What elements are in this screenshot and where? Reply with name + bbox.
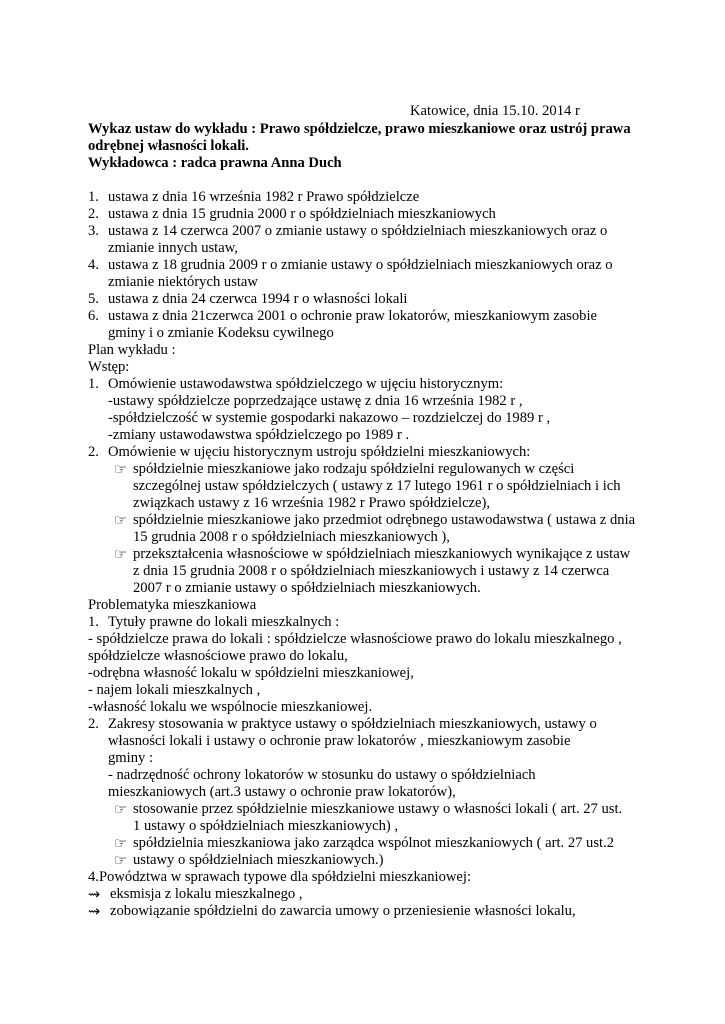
problems-p2-bullet1-line2: 1 ustawy o spółdzielniach mieszkaniowych) ,: [133, 818, 399, 834]
law-item-4-line1: ustawa z 18 grudnia 2009 r o zmianie ustawy o spółdzielniach mieszkaniowych oraz o: [108, 257, 613, 273]
problems-p1-line4: - najem lokali mieszkalnych ,: [88, 682, 261, 698]
plan-bullet3-line3: 2007 r o zmianie ustawy o spółdzielniach mieszkaniowych.: [133, 580, 481, 596]
problems-p1-title: Tytuły prawne do lokali mieszkalnych :: [108, 614, 340, 630]
plan-item1-num: 1.: [88, 376, 99, 392]
problems-p2-line5: mieszkaniowych (art.3 ustawy o ochronie praw lokatorów),: [108, 784, 456, 800]
hand-pointer-icon: ☞: [114, 835, 128, 852]
problems-p1-line2: spółdzielcze własnościowe prawo do lokalu,: [88, 648, 348, 664]
problems-p1-num: 1.: [88, 614, 99, 630]
problems-p2-num: 2.: [88, 716, 99, 732]
hand-pointer-icon: ☞: [114, 512, 128, 529]
law-num-1: 1.: [88, 189, 99, 205]
plan-item1-line1: -ustawy spółdzielcze poprzedzające ustawę z dnia 16 września 1982 r ,: [108, 393, 523, 409]
problems-p2-line3: gminy :: [108, 750, 153, 766]
problems-p1-line1: - spółdzielcze prawa do lokali : spółdzielcze własnościowe prawo do lokalu mieszkalnego ,: [88, 631, 622, 647]
problems-heading: Problematyka mieszkaniowa: [88, 597, 257, 613]
law-num-5: 5.: [88, 291, 99, 307]
law-item-2: ustawa z dnia 15 grudnia 2000 r o spółdzielniach mieszkaniowych: [108, 206, 496, 222]
hand-pointer-icon: ☞: [114, 546, 128, 563]
plan-item1-line2: -spółdzielczość w systemie gospodarki nakazowo – rozdzielczej do 1989 r ,: [108, 410, 551, 426]
hand-pointer-icon: ☞: [114, 852, 128, 869]
law-item-5: ustawa z dnia 24 czerwca 1994 r o własności lokali: [108, 291, 408, 307]
law-item-3-line2: zmianie innych ustaw,: [108, 240, 238, 256]
problems-p2-line1: Zakresy stosowania w praktyce ustawy o spółdzielniach mieszkaniowych, ustawy o: [108, 716, 597, 732]
arrow-bullet-icon: ⇝: [88, 903, 101, 920]
law-num-4: 4.: [88, 257, 99, 273]
problems-p1-line5: -własność lokalu we wspólnocie mieszkaniowej.: [88, 699, 373, 715]
problems-p2-bullet1-line1: stosowanie przez spółdzielnie mieszkaniowe ustawy o własności lokali ( art. 27 ust.: [133, 801, 623, 817]
plan-item2-num: 2.: [88, 444, 99, 460]
plan-bullet2-line1: spółdzielnie mieszkaniowe jako przedmiot odrębnego ustawodawstwa ( ustawa z dnia: [133, 512, 636, 528]
plan-bullet2-line2: 15 grudnia 2008 r o spółdzielniach mieszkaniowych ),: [133, 529, 450, 545]
plan-item1-title: Omówienie ustawodawstwa spółdzielczego w ujęciu historycznym:: [108, 376, 504, 392]
law-num-2: 2.: [88, 206, 99, 222]
hand-pointer-icon: ☞: [114, 801, 128, 818]
plan-bullet1-line1: spółdzielnie mieszkaniowe jako rodzaju spółdzielni regulowanych w części: [133, 461, 575, 477]
problems-p4-bullet1: eksmisja z lokalu mieszkalnego ,: [110, 886, 303, 902]
problems-p2-bullet2-line1: spółdzielnia mieszkaniowa jako zarządca wspólnot mieszkaniowych ( art. 27 ust.2: [133, 835, 615, 851]
plan-heading: Plan wykładu :: [88, 342, 176, 358]
plan-item2-title: Omówienie w ujęciu historycznym ustroju spółdzielni mieszkaniowych:: [108, 444, 531, 460]
problems-p2-bullet3-line1: ustawy o spółdzielniach mieszkaniowych.): [133, 852, 384, 868]
plan-bullet3-line1: przekształcenia własnościowe w spółdzielniach mieszkaniowych wynikające z ustaw: [133, 546, 631, 562]
plan-bullet1-line2: szczególnej ustaw spółdzielczych ( ustawy z 17 lutego 1961 r o spółdzielniach i ich: [133, 478, 621, 494]
law-item-6-line1: ustawa z dnia 21czerwca 2001 o ochronie praw lokatorów, mieszkaniowym zasobie: [108, 308, 597, 324]
plan-bullet1-line3: związkach ustawy z 16 września 1982 r Prawo spółdzielcze),: [133, 495, 491, 511]
law-item-3-line1: ustawa z 14 czerwca 2007 o zmianie ustawy o spółdzielniach mieszkaniowych oraz o: [108, 223, 608, 239]
law-num-3: 3.: [88, 223, 99, 239]
problems-p4-bullet2: zobowiązanie spółdzielni do zawarcia umowy o przeniesienie własności lokalu,: [110, 903, 576, 919]
plan-item1-line3: -zmiany ustawodawstwa spółdzielczego po 1989 r .: [108, 427, 410, 443]
document-title-line1: Wykaz ustaw do wykładu : Prawo spółdzielcze, prawo mieszkaniowe oraz ustrój prawa: [88, 121, 631, 137]
plan-bullet3-line2: z dnia 15 grudnia 2008 r o spółdzielniach mieszkaniowych i ustawy z 14 czerwca: [133, 563, 610, 579]
problems-p2-line4: - nadrzędność ochrony lokatorów w stosunku do ustawy o spółdzielniach: [108, 767, 536, 783]
law-item-1: ustawa z dnia 16 września 1982 r Prawo spółdzielcze: [108, 189, 420, 205]
law-num-6: 6.: [88, 308, 99, 324]
lecturer-line: Wykładowca : radca prawna Anna Duch: [88, 155, 342, 171]
problems-p1-line3: -odrębna własność lokalu w spółdzielni mieszkaniowej,: [88, 665, 414, 681]
hand-pointer-icon: ☞: [114, 461, 128, 478]
arrow-bullet-icon: ⇝: [88, 886, 101, 903]
problems-p4-title: 4.Powództwa w sprawach typowe dla spółdzielni mieszkaniowej:: [88, 869, 471, 885]
law-item-4-line2: zmianie niektórych ustaw: [108, 274, 258, 290]
law-item-6-line2: gminy i o zmianie Kodeksu cywilnego: [108, 325, 334, 341]
document-title-line2: odrębnej własności lokali.: [88, 138, 249, 154]
document-date: Katowice, dnia 15.10. 2014 r: [410, 103, 580, 119]
problems-p2-line2: własności lokali i ustawy o ochronie praw lokatorów , mieszkaniowym zasobie: [108, 733, 571, 749]
plan-intro: Wstęp:: [88, 359, 130, 375]
